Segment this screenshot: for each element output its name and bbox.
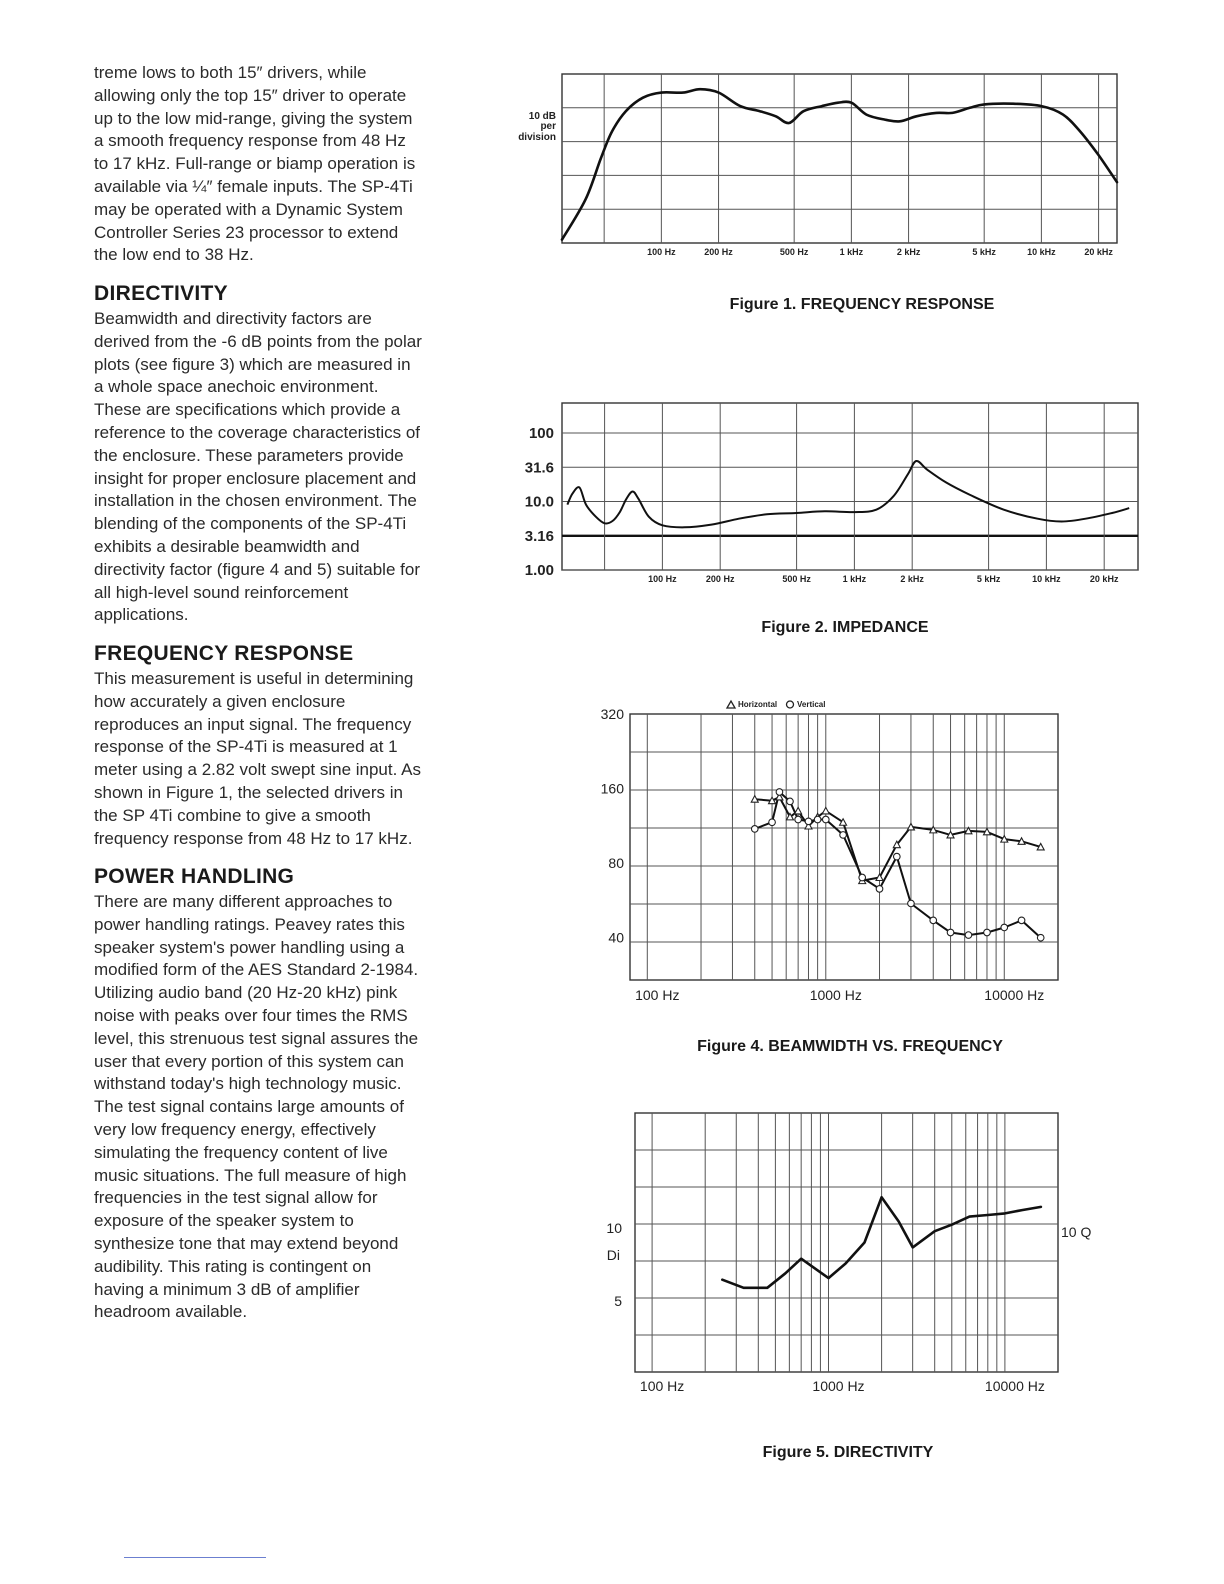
fig4-vertical-point: [795, 816, 802, 823]
fig5-xtick-label: 100 Hz: [639, 1378, 685, 1394]
power-handling-paragraph: There are many different approaches to power handling ratings. Peavey rates this speaker system's power handling using a modified form of the AES Standard 2-1984. Utilizing audio band (20 Hz-20 kHz) pink noise with peaks over four times the RMS level, this strenuous test signal assures the user that every portion of this system can withstand today's high technology music. The test signal contains large amounts of very low frequency energy, effectively simulating the frequency content of live music situations. The full measure of high frequencies in the test signal allow for exposure of the speaker system to synthesize tone that may extend beyond audibility. This rating is contingent on having a minimum 3 dB of amplifier headroom available.: [94, 892, 419, 1322]
fig2-xtick-label: 1 kHz: [842, 574, 867, 584]
fig1-xtick-label: 20 kHz: [1084, 247, 1113, 257]
figure2-caption: Figure 2. IMPEDANCE: [761, 619, 929, 636]
fig1-xtick-label: 200 Hz: [704, 247, 733, 257]
intro-paragraph: treme lows to both 15″ drivers, while allowing only the top 15″ driver to operate up to the low mid-range, giving the system a smooth frequency response from 48 Hz to 17 kHz. Full-range or biamp operation is available via ¼″ female inputs. The SP-4Ti may be operated with a Dynamic System Controller Series 23 processor to extend the low end to 38 Hz.: [94, 63, 416, 265]
fig4-vertical-point: [859, 874, 866, 881]
fig4-vertical-point: [751, 826, 758, 833]
fig2-xtick-label: 200 Hz: [705, 574, 735, 584]
fig4-vertical-point: [1001, 924, 1008, 931]
fig4-vertical-point: [1018, 917, 1025, 924]
fig4-vertical-point: [814, 816, 821, 823]
heading-frequency-response: FREQUENCY RESPONSE: [94, 642, 354, 666]
fig1-xtick-label: 10 kHz: [1027, 247, 1056, 257]
fig5-right-label: 10 Q: [1061, 1224, 1092, 1240]
fig1-xtick-label: 1 kHz: [839, 247, 864, 257]
fig4-vertical-point: [908, 900, 915, 907]
fig2-ytick-label: 100: [528, 425, 554, 442]
fig4-xtick-label: 100 Hz: [635, 987, 680, 1003]
fig4-vertical-point: [894, 853, 901, 860]
fig1-xtick-label: 100 Hz: [647, 247, 676, 257]
fig4-vertical-point: [947, 929, 954, 936]
fig2-ytick-label: 3.16: [524, 527, 554, 545]
fig2-ytick-label: 1.00: [524, 562, 554, 579]
fig2-xtick-label: 100 Hz: [648, 574, 677, 584]
fig1-ylabel-line2: per: [540, 121, 556, 132]
fig4-xtick-label: 1000 Hz: [809, 987, 862, 1003]
fig4-vertical-point: [822, 816, 829, 823]
fig4-vertical-point: [776, 789, 783, 796]
figure4-beamwidth-chart: [590, 690, 1070, 1010]
figure5-directivity-chart: [590, 1105, 1110, 1405]
fig1-xtick-label: 5 kHz: [972, 247, 996, 257]
fig2-xtick-label: 10 kHz: [1032, 574, 1061, 584]
fig4-vertical-point: [965, 932, 972, 939]
legend-circle-icon: [787, 701, 794, 708]
fig4-vertical-point: [876, 886, 883, 893]
fig4-vertical-point: [805, 818, 812, 825]
fig4-vertical-point: [930, 917, 937, 924]
figure1-caption: Figure 1. FREQUENCY RESPONSE: [729, 296, 995, 313]
fig1-xtick-label: 2 kHz: [896, 247, 921, 257]
figure2-impedance-chart: [512, 400, 1142, 590]
fig1-response-curve: [562, 89, 1117, 239]
fig1-xtick-label: 500 Hz: [779, 247, 809, 257]
heading-directivity: DIRECTIVITY: [94, 282, 228, 306]
fig4-legend: [727, 700, 825, 709]
fig4-ytick-label: 160: [600, 780, 624, 797]
fig4-vertical-point: [787, 798, 794, 805]
fig5-ytick-10: 10: [606, 1220, 622, 1236]
fig1-ylabel-line1: 10 dB: [528, 111, 556, 122]
fig4-legend-horizontal: Horizontal: [738, 700, 778, 709]
fig5-xtick-label: 1000 Hz: [812, 1378, 865, 1394]
legend-triangle-icon: [727, 701, 735, 708]
fig2-plot-frame: [562, 403, 1138, 570]
fig2-xtick-label: 500 Hz: [782, 574, 811, 584]
footer-rule: [124, 1557, 266, 1558]
fig4-horizontal-point: [795, 807, 802, 814]
fig2-xtick-label: 20 kHz: [1089, 574, 1119, 584]
figure4-caption: Figure 4. BEAMWIDTH VS. FREQUENCY: [697, 1038, 1003, 1055]
fig4-horizontal-point: [822, 807, 829, 814]
fig4-legend-vertical: Vertical: [797, 700, 826, 709]
frequency-response-paragraph: This measurement is useful in determining how accurately a given enclosure reproduces an input signal. The frequency response of the SP-4Ti is measured at 1 meter using a 2.82 volt swept sine input. As shown in Figure 1, the selected drivers in the SP 4Ti combine to give a smooth frequency response from 48 Hz to 17 kHz.: [94, 668, 421, 848]
fig1-ylabel-line3: division: [518, 132, 556, 143]
fig2-ytick-label: 31.6: [524, 459, 554, 477]
figure5-caption: Figure 5. DIRECTIVITY: [762, 1444, 934, 1461]
directivity-paragraph: Beamwidth and directivity factors are derived from the -6 dB points from the polar plots (see figure 3) which are measured in a whole space anechoic environment. These are specifications which provide a reference to the coverage characteristics of the enclosure. These parameters provide insight for proper enclosure placement and installation in the chosen environment. The blending of the components of the SP-4Ti exhibits a desirable beamwidth and directivity factor (figure 4 and 5) suitable for all high-level sound reinforcement applications.: [94, 308, 422, 625]
fig2-ytick-label: 10.0: [524, 493, 554, 511]
fig4-plot-frame: [630, 714, 1058, 980]
fig4-vertical-point: [840, 832, 847, 839]
figure1-frequency-response-chart: [512, 70, 1132, 270]
fig5-xtick-label: 10000 Hz: [984, 1378, 1045, 1394]
fig2-impedance-curve: [567, 461, 1129, 527]
fig4-vertical-point: [984, 929, 991, 936]
fig5-ylabel-di: Di: [606, 1247, 620, 1263]
body-text-column: [94, 62, 424, 1324]
heading-power-handling: POWER HANDLING: [94, 865, 295, 889]
fig4-ytick-label: 80: [608, 855, 624, 872]
fig4-vertical-point: [1037, 934, 1044, 941]
fig4-ytick-label: 40: [608, 929, 624, 946]
fig4-xtick-label: 10000 Hz: [984, 987, 1045, 1003]
fig5-ytick-5: 5: [614, 1293, 622, 1309]
fig2-xtick-label: 5 kHz: [976, 574, 1001, 584]
fig5-plot-frame: [635, 1113, 1058, 1372]
fig4-ytick-label: 320: [600, 706, 624, 722]
fig1-plot-frame: [562, 74, 1117, 243]
fig4-vertical-point: [769, 819, 776, 826]
fig2-xtick-label: 2 kHz: [900, 574, 924, 584]
